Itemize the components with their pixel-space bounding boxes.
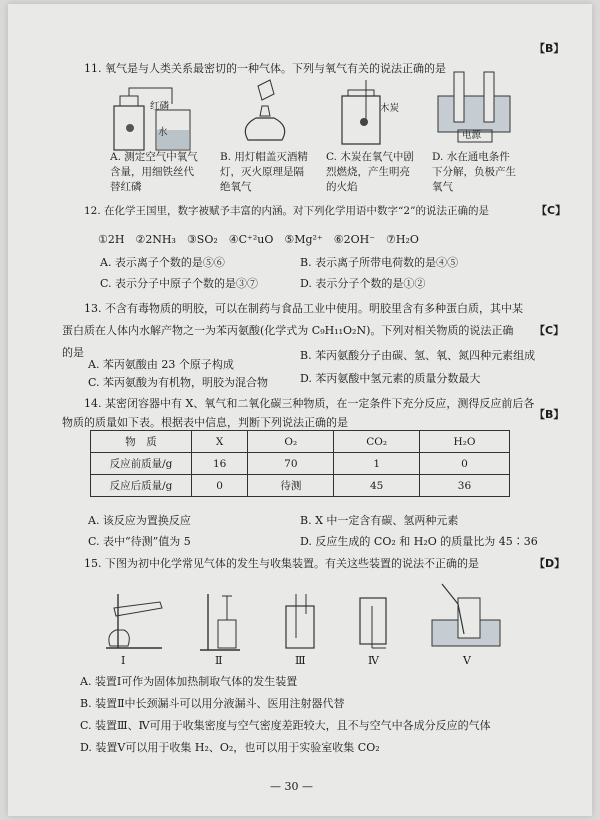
table-cell: 1: [334, 453, 420, 475]
table-row: [91, 475, 510, 497]
q14-line-1: 14. 某密闭容器中有 X、氧气和二氧化碳三种物质，在一定条件下充分反应，测得反应前后各: [84, 397, 535, 410]
q11-option-c: C. 木炭在氧气中剧烈燃烧，产生明亮的火焰: [326, 151, 414, 193]
q11-figure-b: [240, 80, 290, 146]
table-cell: 16: [192, 453, 248, 475]
q12-option-c: C. 表示分子中原子个数的是③⑦: [100, 277, 259, 290]
q12-stem: 12. 在化学王国里，数字被赋予丰富的内涵。对下列化学用语中数字“2”的说法正确的是: [84, 205, 489, 217]
table-header: X: [192, 431, 248, 453]
device-3-figure: [282, 594, 322, 650]
device-1-figure: [100, 590, 170, 650]
q14-option-a: A. 该反应为置换反应: [88, 514, 191, 527]
q12-option-a: A. 表示离子个数的是⑤⑥: [100, 256, 225, 269]
table-cell: 反应前质量/g: [91, 453, 192, 475]
label-power: 电源: [462, 130, 482, 141]
device-label-5: Ⅴ: [463, 654, 471, 667]
q11-option-d: D. 水在通电条件下分解，负极产生氧气: [432, 151, 516, 193]
device-4-figure: [356, 596, 396, 650]
q15-option-a: A. 装置Ⅰ可作为固体加热制取气体的发生装置: [80, 675, 298, 688]
device-label-4: Ⅳ: [368, 654, 379, 667]
q15-answer: 【D】: [534, 557, 566, 570]
device-label-2: Ⅱ: [215, 654, 223, 667]
q13-line-1: 13. 不含有毒物质的明胶，可以在制药与食品工业中使用。明胶里含有多种蛋白质，其中某: [84, 302, 523, 315]
q15-stem: 15. 下图为初中化学常见气体的发生与收集装置。有关这些装置的说法不正确的是: [84, 557, 479, 570]
q11-stem: 11. 氧气是与人类关系最密切的一种气体。下列与氧气有关的说法正确的是: [84, 62, 446, 75]
q12-option-d: D. 表示分子个数的是①②: [300, 277, 426, 290]
q11-figure-c: [334, 86, 394, 148]
q13-answer: 【C】: [534, 324, 565, 337]
q15-option-c: C. 装置Ⅲ、Ⅳ可用于收集密度与空气密度差距较大，且不与空气中各成分反应的气体: [80, 719, 491, 732]
table-header: H₂O: [419, 431, 509, 453]
q13-line-2: 蛋白质在人体内水解产物之一为苯丙氨酸(化学式为 C₉H₁₁O₂N)。下列对相关物质的说法正确: [62, 324, 514, 337]
q12-option-b: B. 表示离子所带电荷数的是④⑤: [300, 256, 459, 269]
q12-answer: 【C】: [536, 204, 567, 217]
device-2-figure: [196, 592, 246, 652]
q11-option-b: B. 用灯帽盖灭酒精灯，灭火原理是隔绝氧气: [220, 151, 308, 193]
q11-answer: 【B】: [534, 42, 565, 55]
q14-option-b: B. X 中一定含有碳、氢两种元素: [300, 514, 459, 527]
q12-formulas: ①2H ②2NH₃ ③SO₂ ④C⁺²uO ⑤Mg²⁺ ⑥2OH⁻ ⑦H₂O: [98, 233, 419, 246]
table-cell: 45: [334, 475, 420, 497]
table-cell: 70: [248, 453, 334, 475]
table-header-row: [91, 431, 510, 453]
q14-answer: 【B】: [534, 408, 565, 421]
q11-option-a: A. 测定空气中氧气含量，用细铁丝代替红磷: [110, 151, 198, 193]
q14-line-2: 物质的质量如下表。根据表中信息，判断下列说法正确的是: [62, 416, 348, 429]
q15-option-d: D. 装置Ⅴ可以用于收集 H₂、O₂，也可以用于实验室收集 CO₂: [80, 741, 380, 754]
device-label-3: Ⅲ: [295, 654, 306, 667]
table-cell: 0: [192, 475, 248, 497]
exam-page: [8, 4, 592, 816]
q13-line-3: 的是: [62, 346, 84, 359]
table-cell: 36: [419, 475, 509, 497]
label-charcoal: 木炭: [380, 103, 400, 114]
table-cell: 待测: [248, 475, 334, 497]
q14-option-d: D. 反应生成的 CO₂ 和 H₂O 的质量比为 45∶36: [300, 535, 538, 548]
table-cell: 0: [419, 453, 509, 475]
table-row: [91, 453, 510, 475]
q13-option-c: C. 苯丙氨酸为有机物，明胶为混合物: [88, 376, 269, 389]
label-red-phosphorus: 红磷: [150, 101, 170, 112]
table-header: O₂: [248, 431, 334, 453]
table-header: CO₂: [334, 431, 420, 453]
table-cell: 反应后质量/g: [91, 475, 192, 497]
device-5-figure: [428, 584, 504, 650]
q13-option-d: D. 苯丙氨酸中氢元素的质量分数最大: [300, 372, 481, 385]
page-number: — 30 —: [270, 780, 313, 793]
q14-option-c: C. 表中“待测”值为 5: [88, 535, 191, 548]
q13-option-a: A. 苯丙氨酸由 23 个原子构成: [88, 358, 234, 371]
device-label-1: Ⅰ: [121, 654, 126, 667]
q14-table: [90, 430, 510, 497]
label-water: 水: [158, 127, 168, 138]
q13-option-b: B. 苯丙氨酸分子由碳、氢、氧、氮四种元素组成: [300, 349, 536, 362]
q15-option-b: B. 装置Ⅱ中长颈漏斗可以用分液漏斗、医用注射器代替: [80, 697, 345, 710]
table-header: 物 质: [91, 431, 192, 453]
